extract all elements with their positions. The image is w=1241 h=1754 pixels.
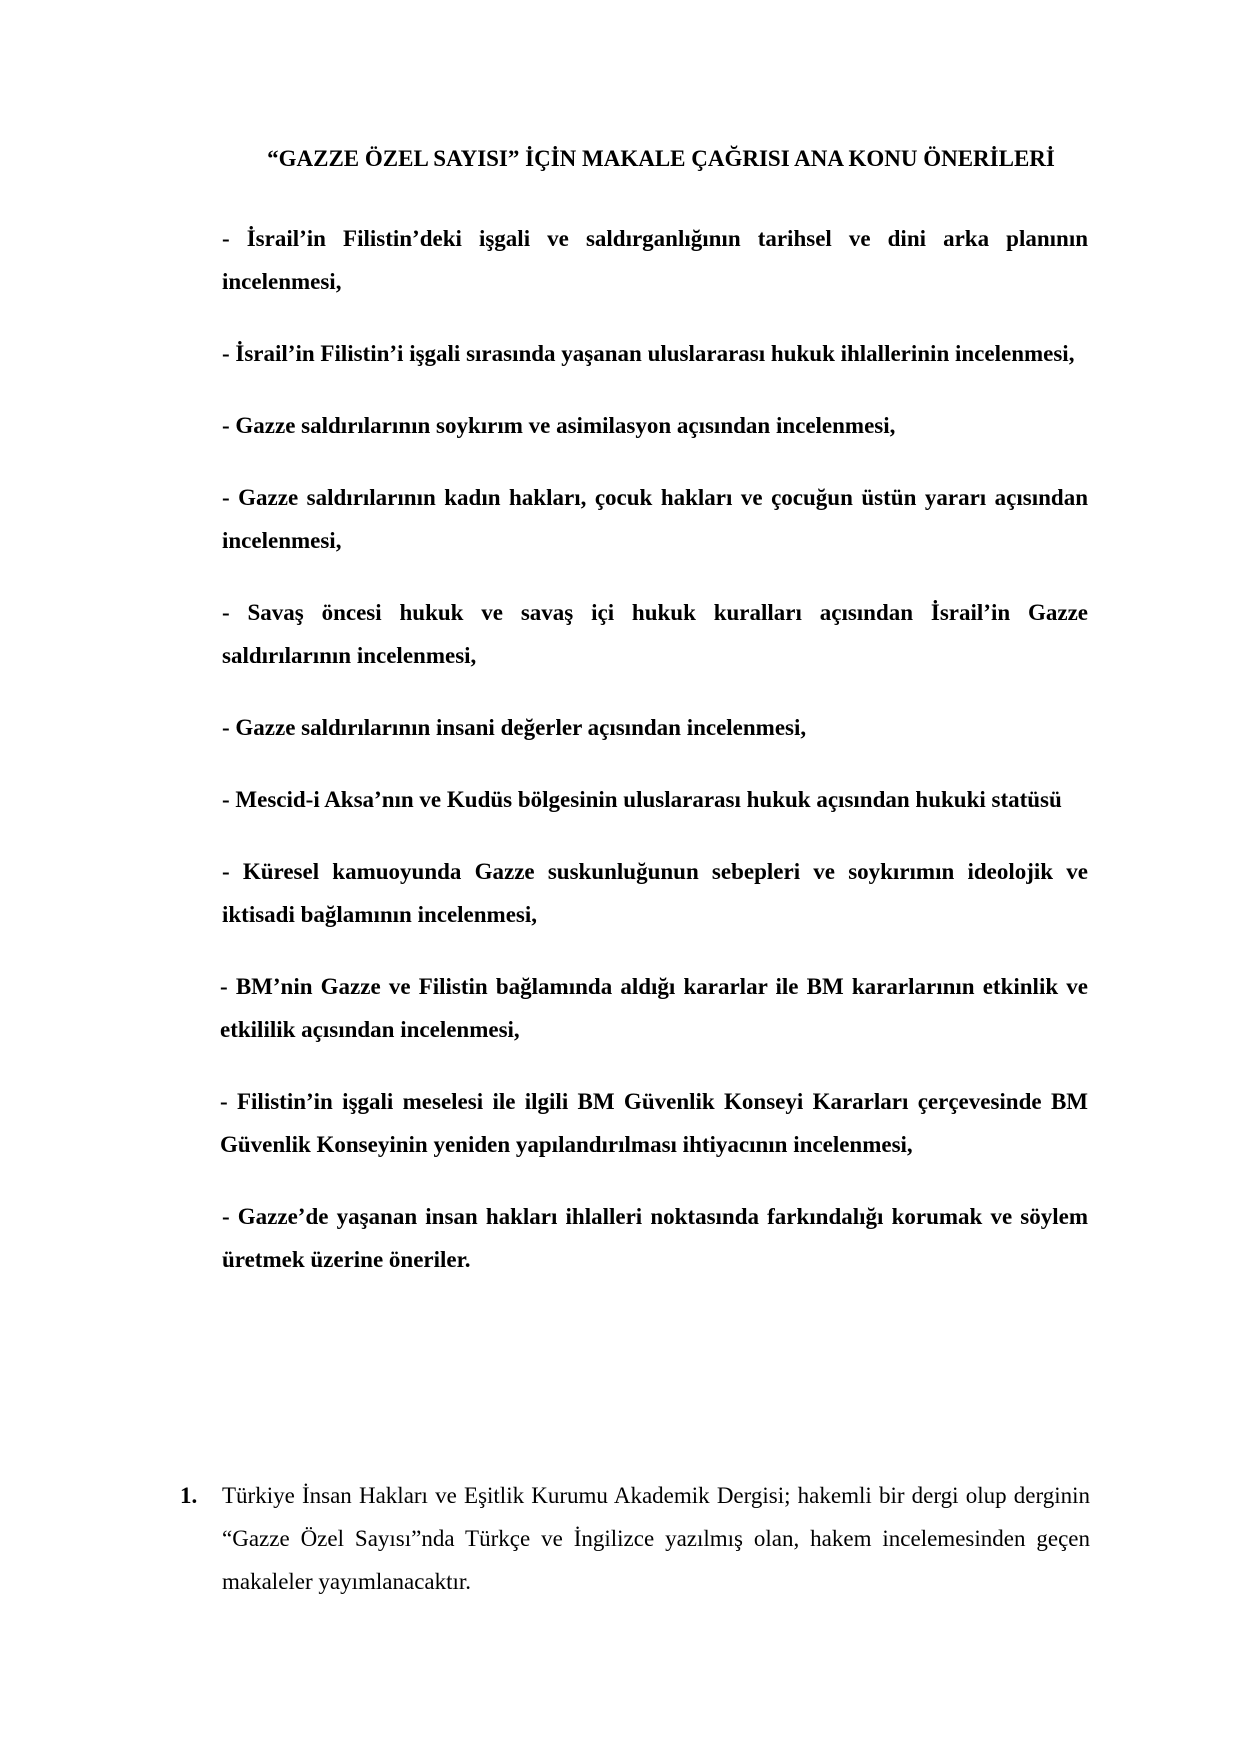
topic-item: - Gazze saldırılarının kadın hakları, çocuk hakları ve çocuğun üstün yararı açısından incelenmesi, xyxy=(222,485,1088,553)
topic-item: - BM’nin Gazze ve Filistin bağlamında aldığı kararlar ile BM kararlarının etkinlik ve etkililik açısından incelenmesi, xyxy=(220,974,1088,1042)
topic-item: - Mescid-i Aksa’nın ve Kudüs bölgesinin uluslararası hukuk açısından hukuki statüsü xyxy=(222,787,1062,812)
page-title: “GAZZE ÖZEL SAYISI” İÇİN MAKALE ÇAĞRISI ANA KONU ÖNERİLERİ xyxy=(267,146,1055,171)
topic-item: - Gazze saldırılarının soykırım ve asimilasyon açısından incelenmesi, xyxy=(222,413,896,438)
note-item xyxy=(180,1474,1090,1603)
topic-item: - Gazze’de yaşanan insan hakları ihlalleri noktasında farkındalığı korumak ve söylem üretmek üzerine öneriler. xyxy=(222,1204,1088,1272)
topic-item: - Gazze saldırılarının insani değerler açısından incelenmesi, xyxy=(222,715,807,740)
topic-item: - İsrail’in Filistin’i işgali sırasında yaşanan uluslararası hukuk ihlallerinin incelenmesi, xyxy=(222,341,1075,366)
topic-item: - İsrail’in Filistin’deki işgali ve saldırganlığının tarihsel ve dini arka planının incelenmesi, xyxy=(222,226,1088,294)
topic-list xyxy=(222,217,1088,1310)
topic-item: - Küresel kamuoyunda Gazze suskunluğunun sebepleri ve soykırımın ideolojik ve iktisadi bağlamının incelenmesi, xyxy=(222,859,1088,927)
note-text: Türkiye İnsan Hakları ve Eşitlik Kurumu Akademik Dergisi; hakemli bir dergi olup derginin “Gazze Özel Sayısı”nda Türkçe ve İngilizce yazılmış olan, hakem incelemesinden geçen makaleler yayımlanacaktır. xyxy=(222,1483,1090,1594)
topic-item: - Filistin’in işgali meselesi ile ilgili BM Güvenlik Konseyi Kararları çerçevesinde BM Güvenlik Konseyinin yeniden yapılandırılması ihtiyacının incelenmesi, xyxy=(220,1089,1088,1157)
topic-item: - Savaş öncesi hukuk ve savaş içi hukuk kuralları açısından İsrail’in Gazze saldırılarının incelenmesi, xyxy=(222,600,1088,668)
note-number: 1. xyxy=(180,1483,198,1508)
numbered-notes xyxy=(180,1474,1090,1603)
